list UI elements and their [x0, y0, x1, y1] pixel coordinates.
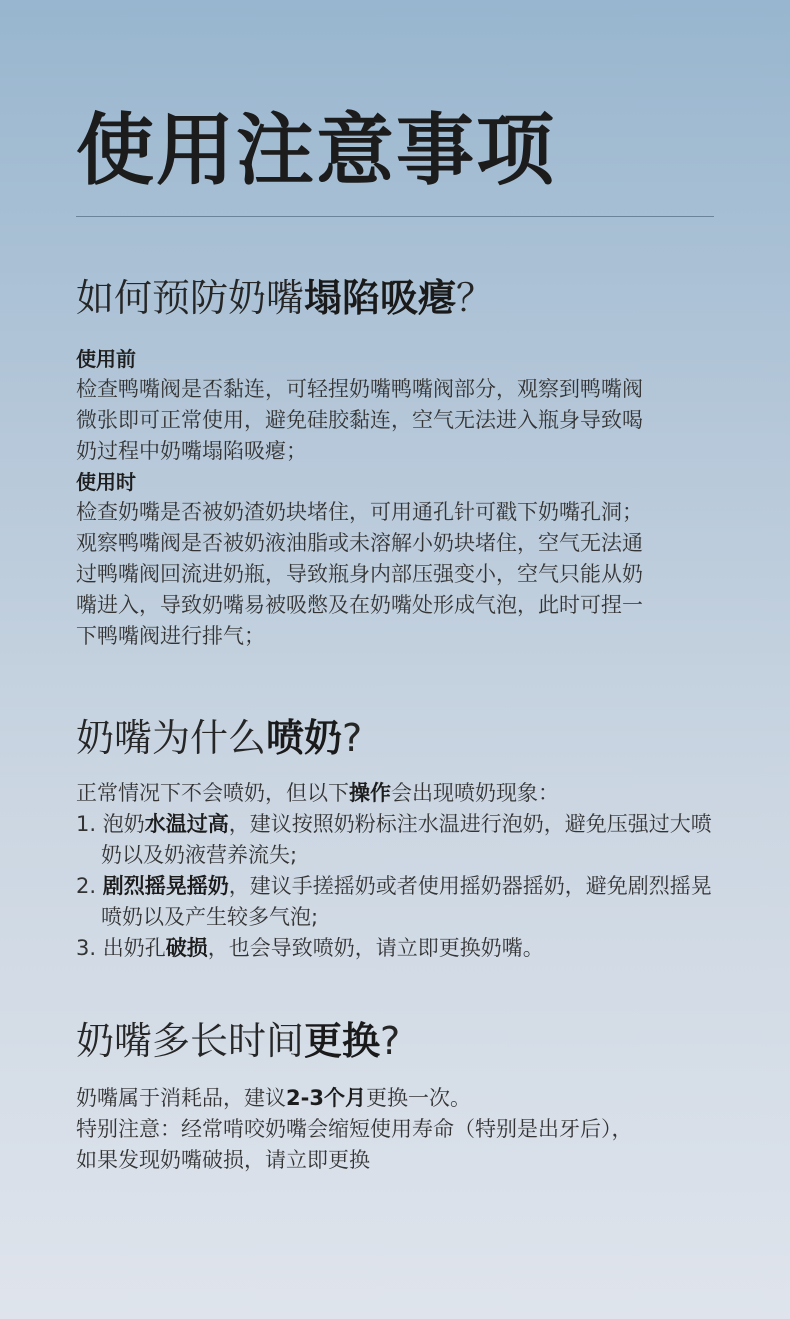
intro-emphasis: 操作 — [349, 780, 391, 805]
section-heading — [76, 1019, 726, 1065]
page-title: 使用注意事项 — [76, 106, 557, 196]
section-collapse-prevention — [76, 276, 726, 652]
heading-text: 奶嘴多长时间 — [76, 1019, 305, 1063]
during-use-label: 使用时 — [76, 469, 136, 494]
text-part: 更换一次。 — [365, 1085, 471, 1110]
before-use-text: 检查鸭嘴阀是否黏连，可轻捏奶嘴鸭嘴阀部分，观察到鸭嘴阀 微张即可正常使用，避免硅胶黏连，空气无法进入瓶身导致喝 奶过程中奶嘴塌陷吸瘪； — [76, 376, 643, 463]
intro-part: 会出现喷奶现象： — [391, 780, 559, 805]
item-text: ，建议手搓摇奶或者使用摇奶器摇奶，避免剧烈摇晃喷奶以及产生较多气泡; — [101, 873, 712, 929]
list-item — [76, 933, 726, 964]
title-divider — [76, 216, 714, 217]
heading-text: 如何预防奶嘴 — [76, 276, 305, 320]
item-prefix: 1. 泡奶 — [76, 811, 145, 836]
item-text: ，也会导致喷奶，请立即更换奶嘴。 — [207, 935, 544, 960]
list-item — [76, 809, 726, 871]
item-emphasis: 剧烈摇晃摇奶 — [102, 873, 229, 898]
intro-text — [76, 778, 726, 809]
section-heading — [76, 276, 726, 322]
intro-part: 正常情况下不会喷奶，但以下 — [76, 780, 349, 805]
section-heading — [76, 716, 726, 762]
item-text: ，建议按照奶粉标注水温进行泡奶，避免压强过大喷奶以及奶液营养流失; — [101, 811, 712, 867]
item-prefix: 2. — [76, 873, 103, 898]
interval-emphasis: 2-3个月 — [286, 1085, 366, 1110]
heading-mark: ? — [380, 1019, 401, 1063]
text-part: 奶嘴属于消耗品，建议 — [76, 1085, 286, 1110]
before-use-label: 使用前 — [76, 346, 136, 371]
replacement-interval-text — [76, 1083, 726, 1114]
heading-emphasis: 喷奶 — [266, 716, 343, 760]
heading-emphasis: 更换 — [304, 1019, 381, 1063]
special-note-text: 特别注意：经常啃咬奶嘴会缩短使用寿命（特别是出牙后）， 如果发现奶嘴破损，请立即更换 — [76, 1116, 633, 1172]
heading-emphasis: 塌陷吸瘪 — [304, 276, 457, 320]
section-spray-milk — [76, 716, 726, 964]
heading-mark: ? — [342, 716, 363, 760]
list-item — [76, 871, 726, 933]
heading-mark: ？ — [456, 276, 495, 320]
item-emphasis: 破损 — [165, 935, 208, 960]
section-replacement — [76, 1019, 726, 1176]
during-use-text: 检查奶嘴是否被奶渣奶块堵住，可用通孔针可戳下奶嘴孔洞； 观察鸭嘴阀是否被奶液油脂或未溶解小奶块堵住，空气无法通 过鸭嘴阀回流进奶瓶，导致瓶身内部压强变小，空气只能从奶 嘴进入，导致奶嘴易被吸憋及在奶嘴处形成气泡，此时可捏一 下鸭嘴阀进行排气； — [76, 499, 643, 648]
item-emphasis: 水温过高 — [144, 811, 229, 836]
item-prefix: 3. 出奶孔 — [76, 935, 166, 960]
heading-text: 奶嘴为什么 — [76, 716, 267, 760]
